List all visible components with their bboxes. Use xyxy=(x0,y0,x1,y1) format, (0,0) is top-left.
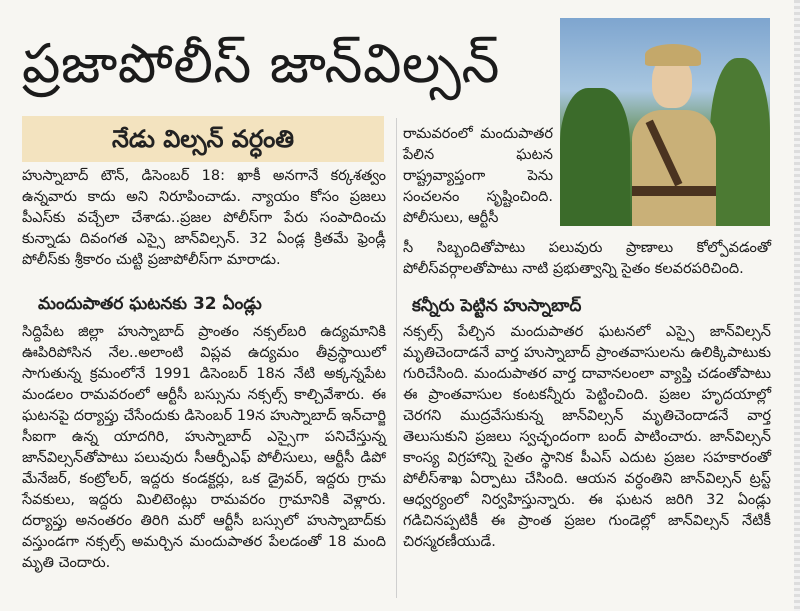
intro-paragraph: హుస్నాబాద్ టౌన్, డిసెంబర్ 18: ఖాకీ అనగానే కర్కశత్వం ఉన్నవారు కాదు అని నిరూపించాడు. న్యాయం కోసం ప్రజలు పీఎస్‌కు వచ్చేలా చేశాడు..ప్రజల పోలీస్‌గా పేరు సంపాదించు కున్నాడు దివంగత ఎస్సై జాన్‌విల్సన్. 32 ఏండ్ల క్రితమే ఫ్రెండ్లీ పోలీస్‌కు శ్రీకారం చుట్టి ప్రజాపోలీస్‌గా మారాడు. xyxy=(22,168,386,268)
subheadline: నేడు విల్సన్ వర్ధంతి xyxy=(22,116,384,162)
landmine-paragraph: సిద్దిపేట జిల్లా హుస్నాబాద్ ప్రాంతం నక్సల్‌బరి ఉద్యమానికి ఊపిరిపోసిన నేల..అలాంటి విప్లవ ఉద్యమం తీవ్రస్థాయిలో సాగుతున్న క్రమంలోనే 1991 డిసెంబర్ 18న నేటి అక్కన్నపేట మండలం రామవరంలో ఆర్టీసీ బస్సును నక్సల్స్ కాల్చివేశారు. ఈ ఘటనపై దర్యాప్తు చేసేందుకు డిసెంబర్ 19న హుస్నాబాద్ ఇన్‌చార్జి సీఐగా ఉన్న యాదగిరి, హుస్నాబాద్ ఎస్సైగా పనిచేస్తున్న జాన్‌విల్సన్‌తోపాటు పలువురు సీఆర్పీఎఫ్ పోలీసులు, ఆర్టీసీ డిపో మేనేజర్, కంట్రోలర్, ఇద్దరు కండక్టర్లు, ఒక డ్రైవర్, ఇద్దరు గ్రామ సేవకులు, ఇద్దరు మిలిటెంట్లు రామవరం గ్రామానికి వెళ్లారు. దర్యాప్తు అనంతరం తిరిగి మరో ఆర్టీసీ బస్సులో హుస్నాబాద్‌కు వస్తుండగా నక్సల్స్ అమర్చిన మందుపాతర పేలడంతో 18 మంది మృతి చెందారు. xyxy=(22,324,386,571)
tree-shape xyxy=(560,88,630,226)
statue-photo xyxy=(560,18,770,226)
headline: ప్రజాపోలీస్ జాన్‌విల్సన్ xyxy=(22,32,500,95)
statue-cap xyxy=(645,44,701,66)
section-heading: మందుపాతర ఘటనకు 32 ఏండ్లు xyxy=(38,294,262,314)
statue-belt xyxy=(632,186,716,196)
column-under-photo-paragraph: సీ సిబ్బందితోపాటు పలువురు ప్రాణాలు కోల్పోవడంతో పోలీస్‌వర్గాలతోపాటు నాటి ప్రభుత్వాన్ని సైతం కలవరపరిచింది. xyxy=(403,240,771,277)
page-edge xyxy=(794,0,800,611)
mourning-paragraph: నక్సల్స్ పేల్చిన మందుపాతర ఘటనలో ఎస్సై జాన్‌విల్సన్ మృతిచెందాడనే వార్త హుస్నాబాద్ ప్రాంతవాసులను ఉలిక్కిపాటుకు గురిచేసింది. మందుపాతర వార్త దావానలంలా వ్యాప్తి చడంతోపాటు ఈ ప్రాంతవాసుల కంటకన్నీరు పెట్టించింది. ప్రజల హృదయాల్లో చెరగని ముద్రవేసుకున్న జాన్‌విల్సన్ మృతిచెందాడనే వార్త తెలుసుకుని ప్రజలు స్వచ్ఛందంగా బంద్ పాటించారు. జాన్‌విల్సన్ కాంస్య విగ్రహాన్ని సైతం స్థానిక పీఎస్ ఎదుట ప్రజల సహకారంతో పోలీస్‌శాఖ ఏర్పాటు చేసింది. ఆయన వర్ధంతిని జాన్‌విల్సన్ ట్రస్ట్ ఆధ్వర్యంలో నిర్వహిస్తున్నారు. ఈ ఘటన జరిగి 32 ఏండ్లు గడిచినప్పటికీ ఈ ప్రాంత ప్రజల గుండెల్లో జాన్‌విల్సన్ నేటికీ చిరస్మరణీయుడే. xyxy=(403,324,771,550)
column-divider xyxy=(396,118,397,598)
section-heading: కన్నీరు పెట్టిన హుస్నాబాద్ xyxy=(412,296,582,316)
column-top-paragraph: రామవరంలో మందుపాతర పేలిన ఘటన రాష్ట్రవ్యాప్తంగా పెను సంచలనం సృష్టించింది. పోలీసులు, ఆర్టీసీ xyxy=(403,126,553,226)
tree-shape xyxy=(710,58,770,226)
